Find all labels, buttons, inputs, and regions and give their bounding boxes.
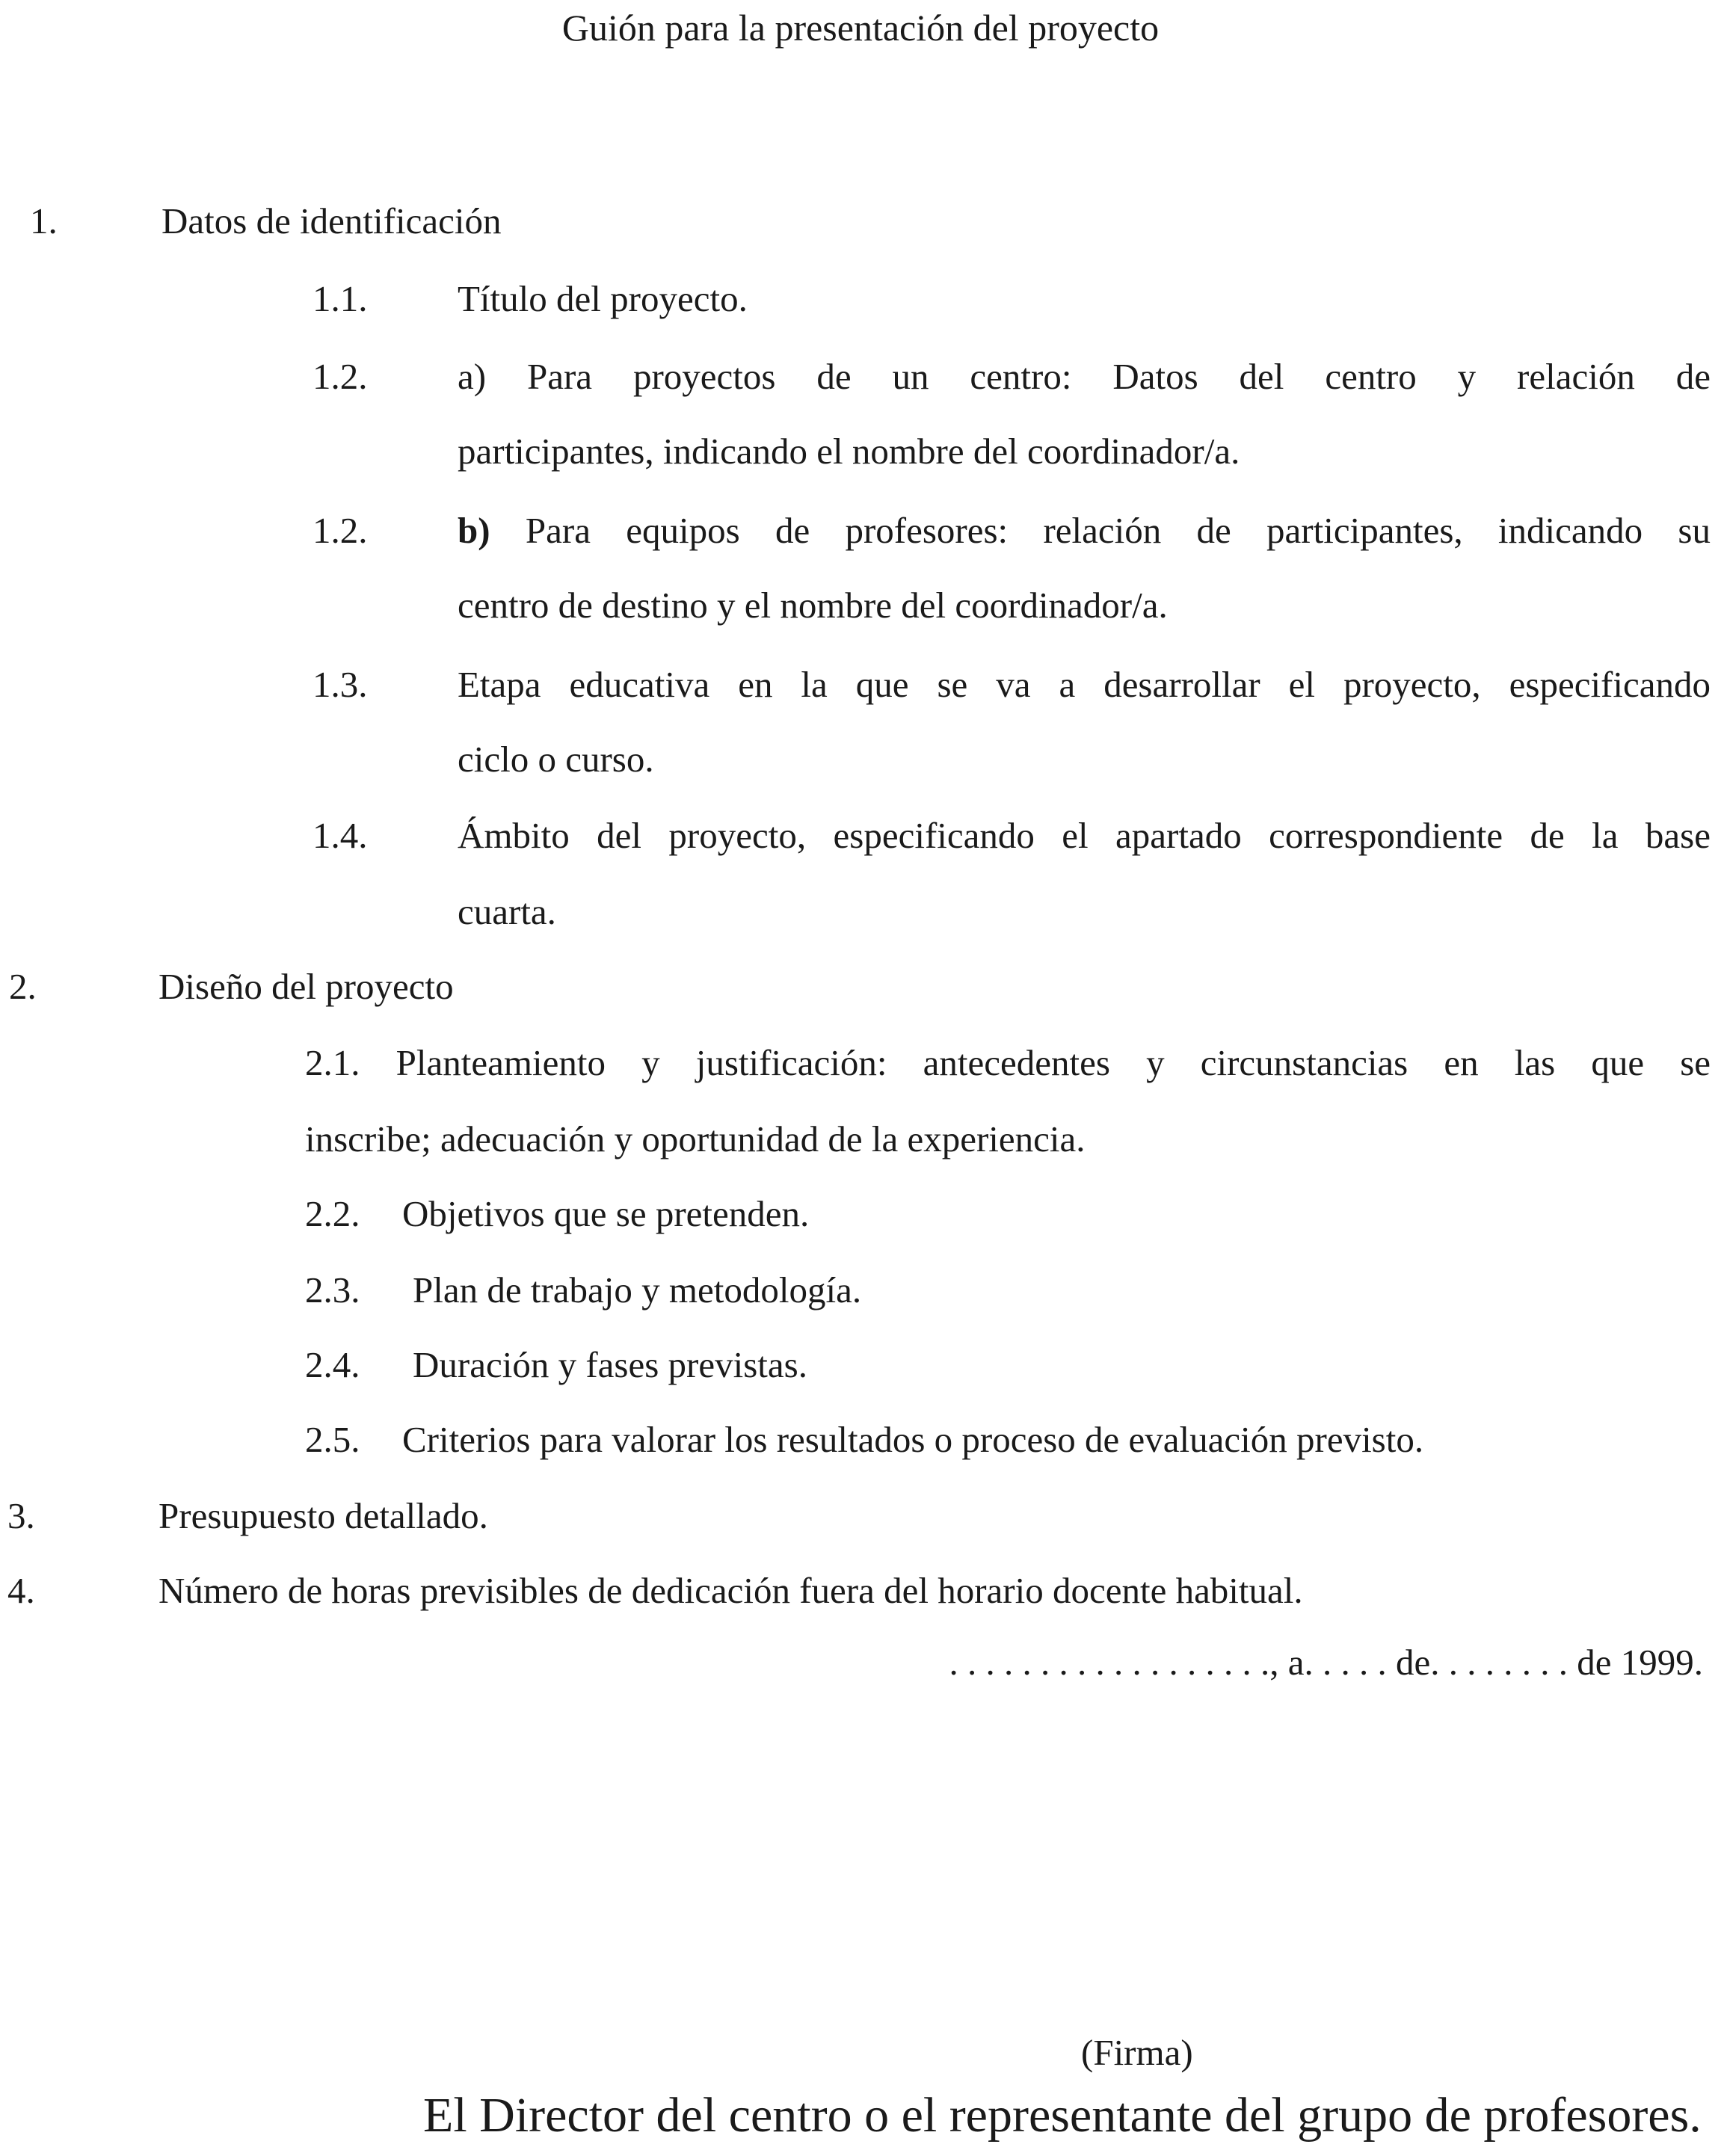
item-1-2b-prefix: b) xyxy=(458,510,490,551)
document-title: Guión para la presentación del proyecto xyxy=(561,7,1160,49)
item-2-3-number: 2.3. xyxy=(305,1269,360,1310)
item-1-2b-line1 xyxy=(458,508,1711,553)
item-1-3-number: 1.3. xyxy=(313,664,368,705)
signature-label: (Firma) xyxy=(1081,2032,1193,2073)
item-2-2-text: Objetivos que se pretenden. xyxy=(402,1193,810,1234)
item-2-3-text: Plan de trabajo y metodología. xyxy=(413,1269,862,1310)
item-1-2b-line2: centro de destino y el nombre del coordinador/a. xyxy=(458,585,1168,626)
section-1-heading: Datos de identificación xyxy=(161,200,502,241)
item-2-4-number: 2.4. xyxy=(305,1344,360,1385)
section-2-number: 2. xyxy=(9,966,37,1007)
item-1-2a-prefix: a) xyxy=(458,356,487,397)
section-3-number: 3. xyxy=(7,1495,35,1536)
item-1-1-number: 1.1. xyxy=(313,278,368,319)
section-4-heading: Número de horas previsibles de dedicación fuera del horario docente habitual. xyxy=(158,1570,1303,1611)
item-1-2a-line2: participantes, indicando el nombre del coordinador/a. xyxy=(458,431,1240,472)
item-1-1-text: Título del proyecto. xyxy=(458,278,748,319)
item-1-4-line2: cuarta. xyxy=(458,891,556,932)
section-1-number: 1. xyxy=(30,200,58,241)
section-4-number: 4. xyxy=(7,1570,35,1611)
item-2-1-number: 2.1. xyxy=(305,1042,360,1083)
item-2-5-number: 2.5. xyxy=(305,1419,360,1460)
item-2-2-number: 2.2. xyxy=(305,1193,360,1234)
item-1-4-line1: Ámbito del proyecto, especificando el apartado correspondiente de la base xyxy=(458,815,1711,856)
item-1-2a-number: 1.2. xyxy=(313,356,368,397)
section-3-heading: Presupuesto detallado. xyxy=(158,1495,488,1536)
item-1-2b-number: 1.2. xyxy=(313,510,368,551)
item-1-2b-line1-text: Para equipos de profesores: relación de participantes, indicando su xyxy=(525,510,1711,551)
item-1-2a-line1 xyxy=(458,354,1711,399)
item-1-3-line2: ciclo o curso. xyxy=(458,739,654,780)
date-line: . . . . . . . . . . . . . . . . . ., a. . . . . de. . . . . . . . de 1999. xyxy=(949,1642,1703,1683)
signatory-line: El Director del centro o el representante del grupo de profesores. xyxy=(423,2088,1702,2143)
item-2-1-line1-text: Planteamiento y justificación: antecedentes y circunstancias en las que se xyxy=(395,1042,1711,1083)
item-2-4-text: Duración y fases previstas. xyxy=(413,1344,807,1385)
item-2-1-line2: inscribe; adecuación y oportunidad de la experiencia. xyxy=(305,1118,1086,1159)
section-2-heading: Diseño del proyecto xyxy=(158,966,454,1007)
item-1-2a-line1-text: Para proyectos de un centro: Datos del centro y relación de xyxy=(526,356,1711,397)
item-2-5-text: Criterios para valorar los resultados o proceso de evaluación previsto. xyxy=(402,1419,1424,1460)
item-2-1-line1 xyxy=(305,1041,1711,1085)
item-1-4-number: 1.4. xyxy=(313,815,368,856)
item-1-3-line1: Etapa educativa en la que se va a desarrollar el proyecto, especificando xyxy=(458,664,1711,705)
